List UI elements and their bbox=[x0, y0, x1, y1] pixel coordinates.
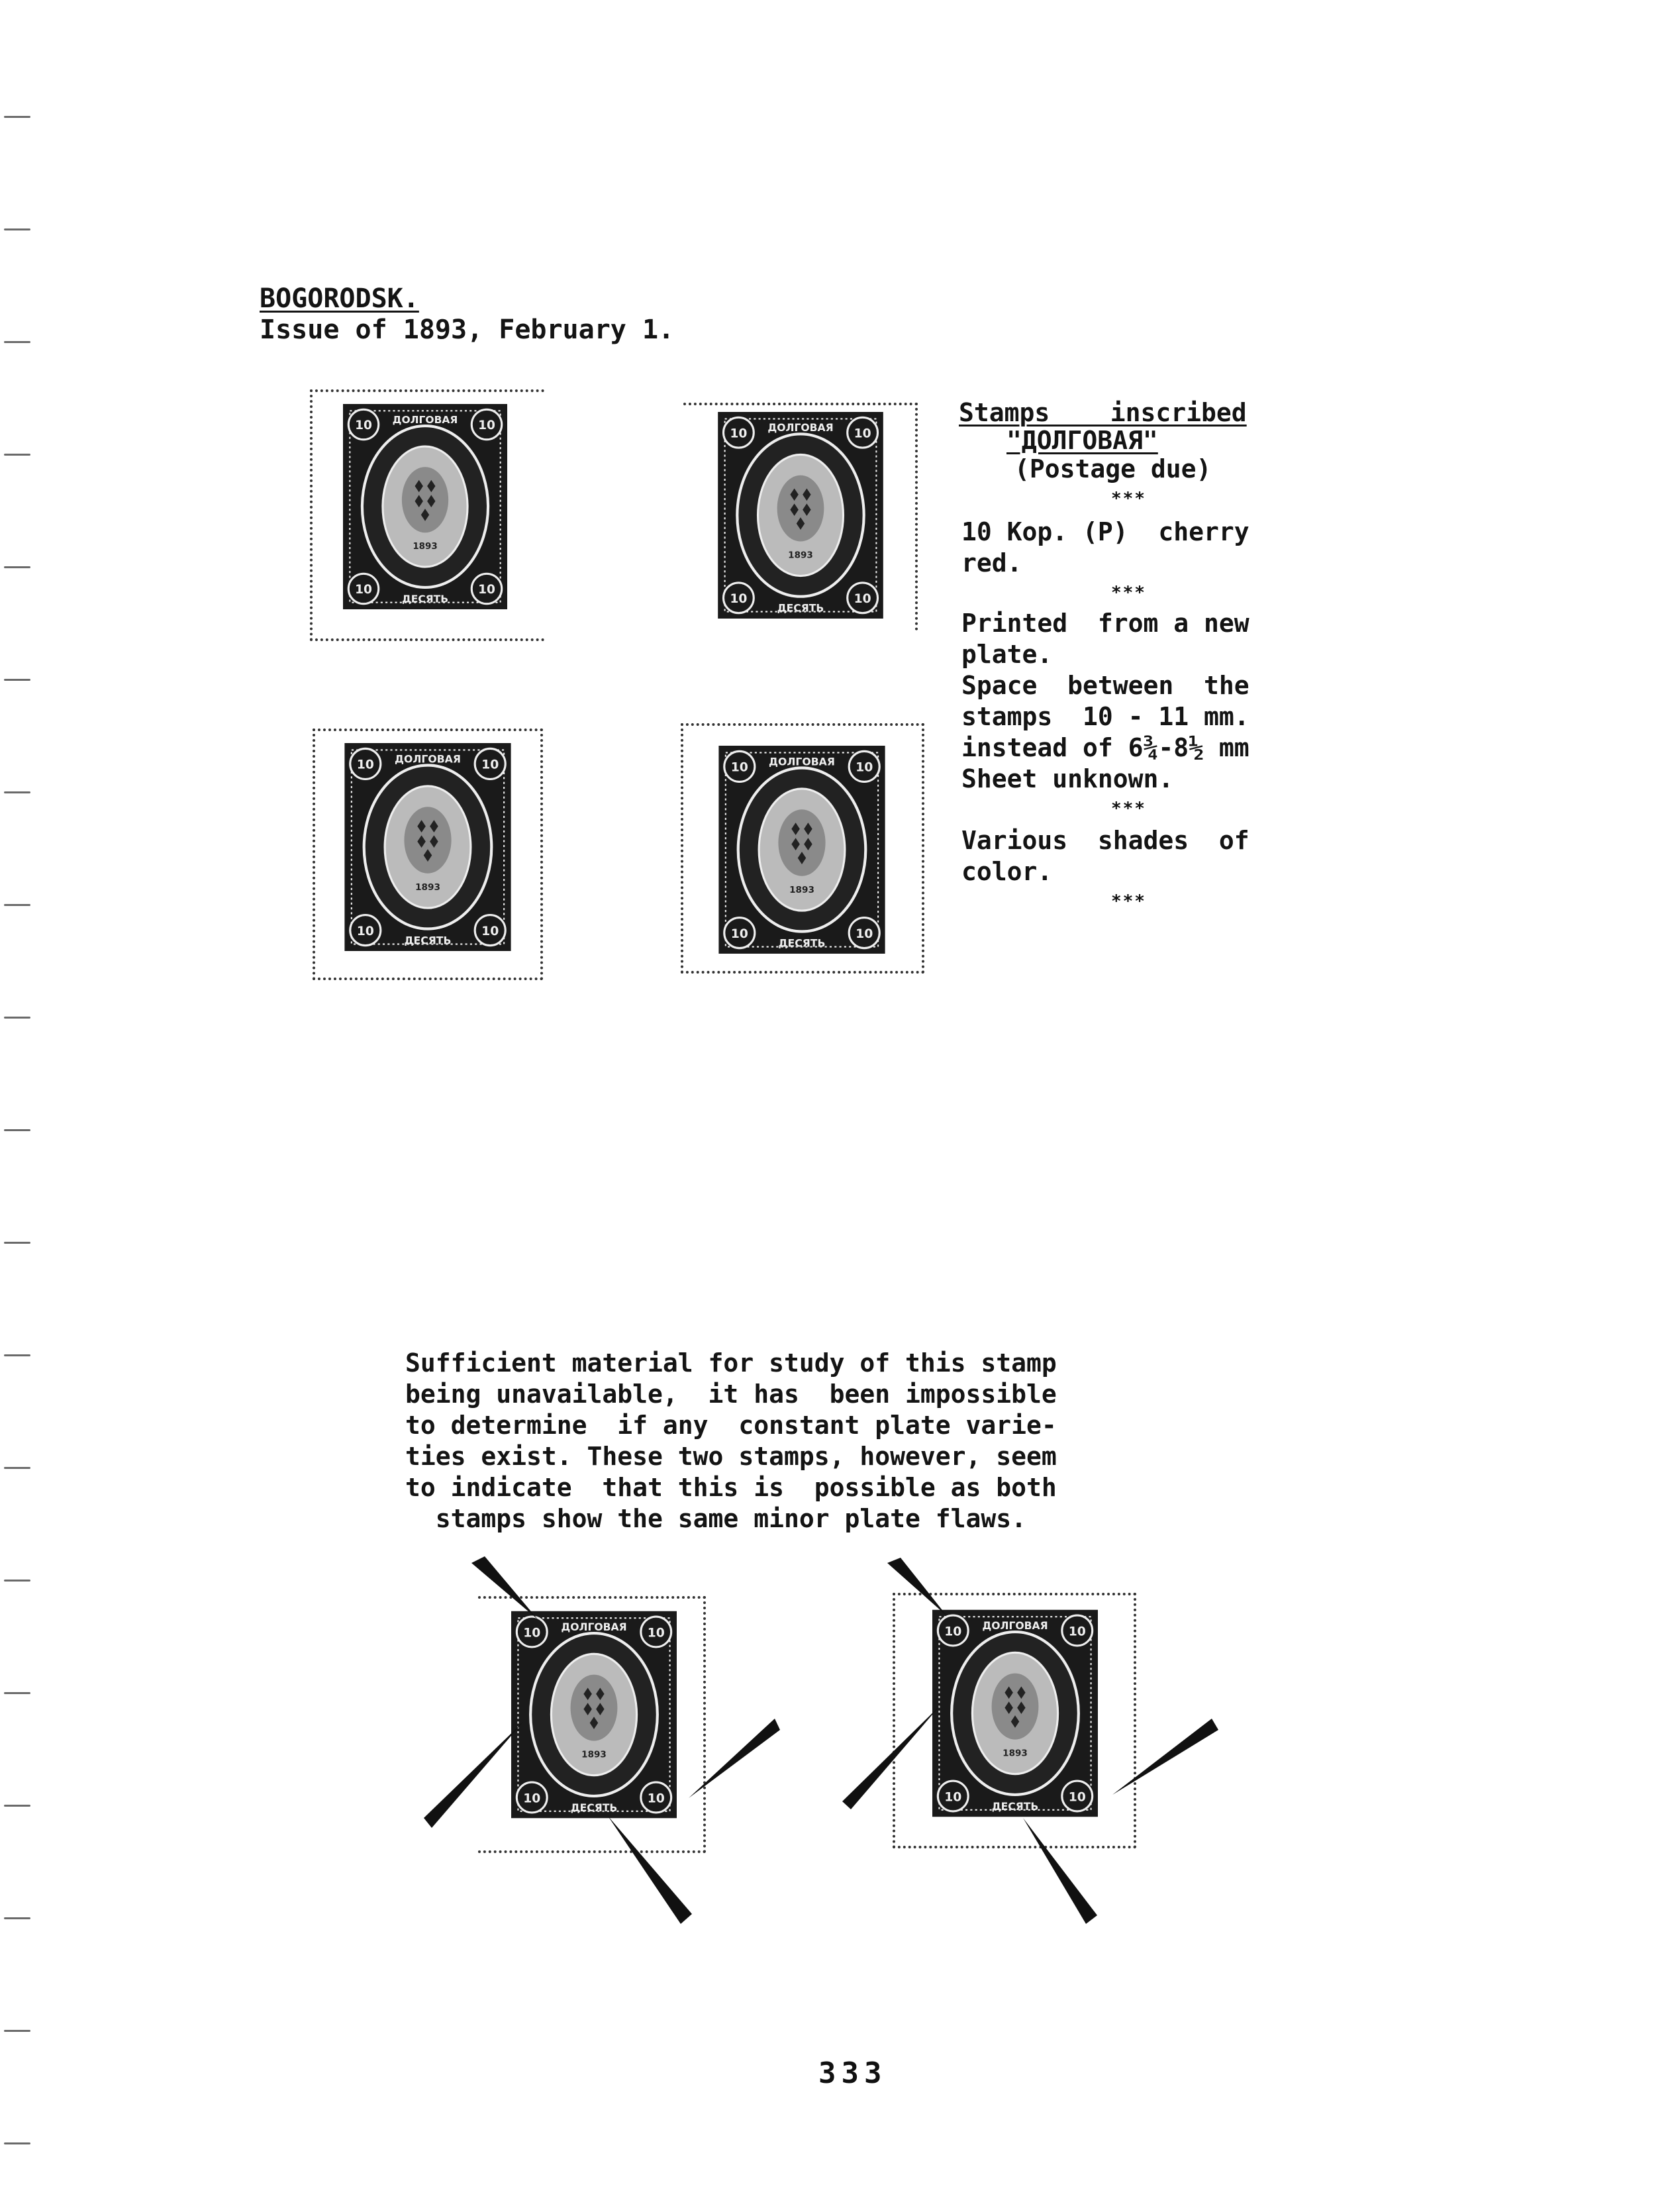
desc-inscription: "ДОЛГОВАЯ" bbox=[1006, 426, 1158, 455]
stamp-value: 10 bbox=[730, 927, 748, 941]
stamp-value: 10 bbox=[523, 1791, 541, 1806]
desc-value-line1: 10 Kop. (P) cherry bbox=[961, 517, 1250, 546]
stamp-year: 1893 bbox=[1003, 1748, 1028, 1759]
stamp-value: 10 bbox=[1068, 1790, 1086, 1805]
stamp-value: 10 bbox=[944, 1790, 962, 1805]
desc-plate-line: Sheet unknown. bbox=[961, 764, 1174, 793]
page-title: BOGORODSK. bbox=[260, 283, 419, 314]
page-number: 333 bbox=[818, 2056, 887, 2090]
issue-date: Issue of 1893, February 1. bbox=[260, 315, 675, 345]
stamp-top-text: ДОЛГОВАЯ bbox=[395, 752, 461, 766]
desc-plate-line: Space between the bbox=[961, 671, 1250, 700]
stamp-value: 10 bbox=[730, 760, 748, 775]
stamp-bottom-text: ДЕСЯТЬ bbox=[778, 936, 826, 950]
stamp-value: 10 bbox=[856, 927, 873, 941]
stamp-bottom-text: ДЕСЯТЬ bbox=[404, 934, 452, 947]
stamp-value: 10 bbox=[647, 1791, 665, 1806]
stamp-value: 10 bbox=[647, 1626, 665, 1640]
stamp-value: 10 bbox=[854, 592, 871, 607]
study-note-line: Sufficient material for study of this stamp bbox=[405, 1348, 1057, 1378]
study-note-line: stamps show the same minor plate flaws. bbox=[405, 1504, 1026, 1533]
desc-plate-line: instead of 6¾-8½ mm bbox=[961, 733, 1250, 762]
separator-stars: *** bbox=[1111, 583, 1146, 603]
study-note-line: being unavailable, it has been impossible bbox=[405, 1380, 1057, 1409]
pointer-arrow bbox=[689, 1719, 780, 1798]
stamp-value: 10 bbox=[481, 758, 499, 772]
stamp-value: 10 bbox=[1068, 1625, 1086, 1639]
stamp-year: 1893 bbox=[413, 542, 438, 552]
stamp-bottom-text: ДЕСЯТЬ bbox=[991, 1800, 1039, 1813]
stamp-value: 10 bbox=[356, 758, 374, 772]
stamp-top-text: ДОЛГОВАЯ bbox=[767, 422, 834, 434]
stamp-value: 10 bbox=[854, 427, 871, 441]
stamp-top-text: ДОЛГОВАЯ bbox=[561, 1621, 627, 1633]
desc-plate-line: plate. bbox=[961, 640, 1053, 669]
stamp-top-text: ДОЛГОВАЯ bbox=[392, 413, 458, 426]
desc-plate-line: Printed from a new bbox=[961, 609, 1250, 638]
separator-stars: *** bbox=[1111, 891, 1146, 911]
desc-shades-line: Various shades of bbox=[961, 826, 1250, 855]
study-note-line: ties exist. These two stamps, however, seem bbox=[405, 1442, 1057, 1471]
stamp-value: 10 bbox=[356, 924, 374, 938]
pointer-arrow bbox=[1023, 1818, 1097, 1924]
study-note-line: to indicate that this is possible as both bbox=[405, 1473, 1057, 1502]
stamp-year: 1893 bbox=[581, 1749, 607, 1760]
stamp-year: 1893 bbox=[788, 550, 813, 561]
study-note-line: to determine if any constant plate varie- bbox=[405, 1411, 1057, 1440]
pointer-arrow bbox=[887, 1558, 947, 1616]
stamp-bottom-text: ДЕСЯТЬ bbox=[401, 593, 449, 605]
stamp-value: 10 bbox=[478, 419, 495, 433]
pointer-arrow bbox=[1112, 1719, 1218, 1795]
separator-stars: *** bbox=[1111, 489, 1146, 509]
stamp-year: 1893 bbox=[415, 881, 440, 893]
stamp-value: 10 bbox=[478, 583, 495, 597]
stamp-top-text: ДОЛГОВАЯ bbox=[769, 755, 835, 768]
desc-shades-line: color. bbox=[961, 857, 1053, 886]
desc-postage-due: (Postage due) bbox=[1014, 454, 1212, 483]
desc-plate-line: stamps 10 - 11 mm. bbox=[961, 702, 1250, 731]
desc-inscribed: Stamps inscribed bbox=[959, 398, 1247, 427]
stamp-value: 10 bbox=[523, 1626, 541, 1640]
stamp-value: 10 bbox=[944, 1625, 962, 1639]
pointer-arrow bbox=[424, 1722, 523, 1828]
stamp-bottom-text: ДЕСЯТЬ bbox=[570, 1801, 618, 1814]
pointer-arrow bbox=[608, 1816, 692, 1924]
stamp-value: 10 bbox=[355, 583, 372, 597]
stamp-value: 10 bbox=[355, 419, 372, 433]
stamp-value: 10 bbox=[730, 427, 748, 441]
pointer-arrow bbox=[471, 1556, 538, 1619]
desc-value-line2: red. bbox=[961, 548, 1022, 578]
stamp-year: 1893 bbox=[789, 884, 814, 895]
stamp-value: 10 bbox=[730, 592, 748, 607]
stamp-top-text: ДОЛГОВАЯ bbox=[982, 1619, 1048, 1632]
stamp-bottom-text: ДЕСЯТЬ bbox=[777, 602, 824, 615]
separator-stars: *** bbox=[1111, 799, 1146, 819]
stamp-value: 10 bbox=[481, 924, 499, 938]
pointer-arrow bbox=[842, 1705, 940, 1809]
stamp-value: 10 bbox=[856, 760, 873, 775]
